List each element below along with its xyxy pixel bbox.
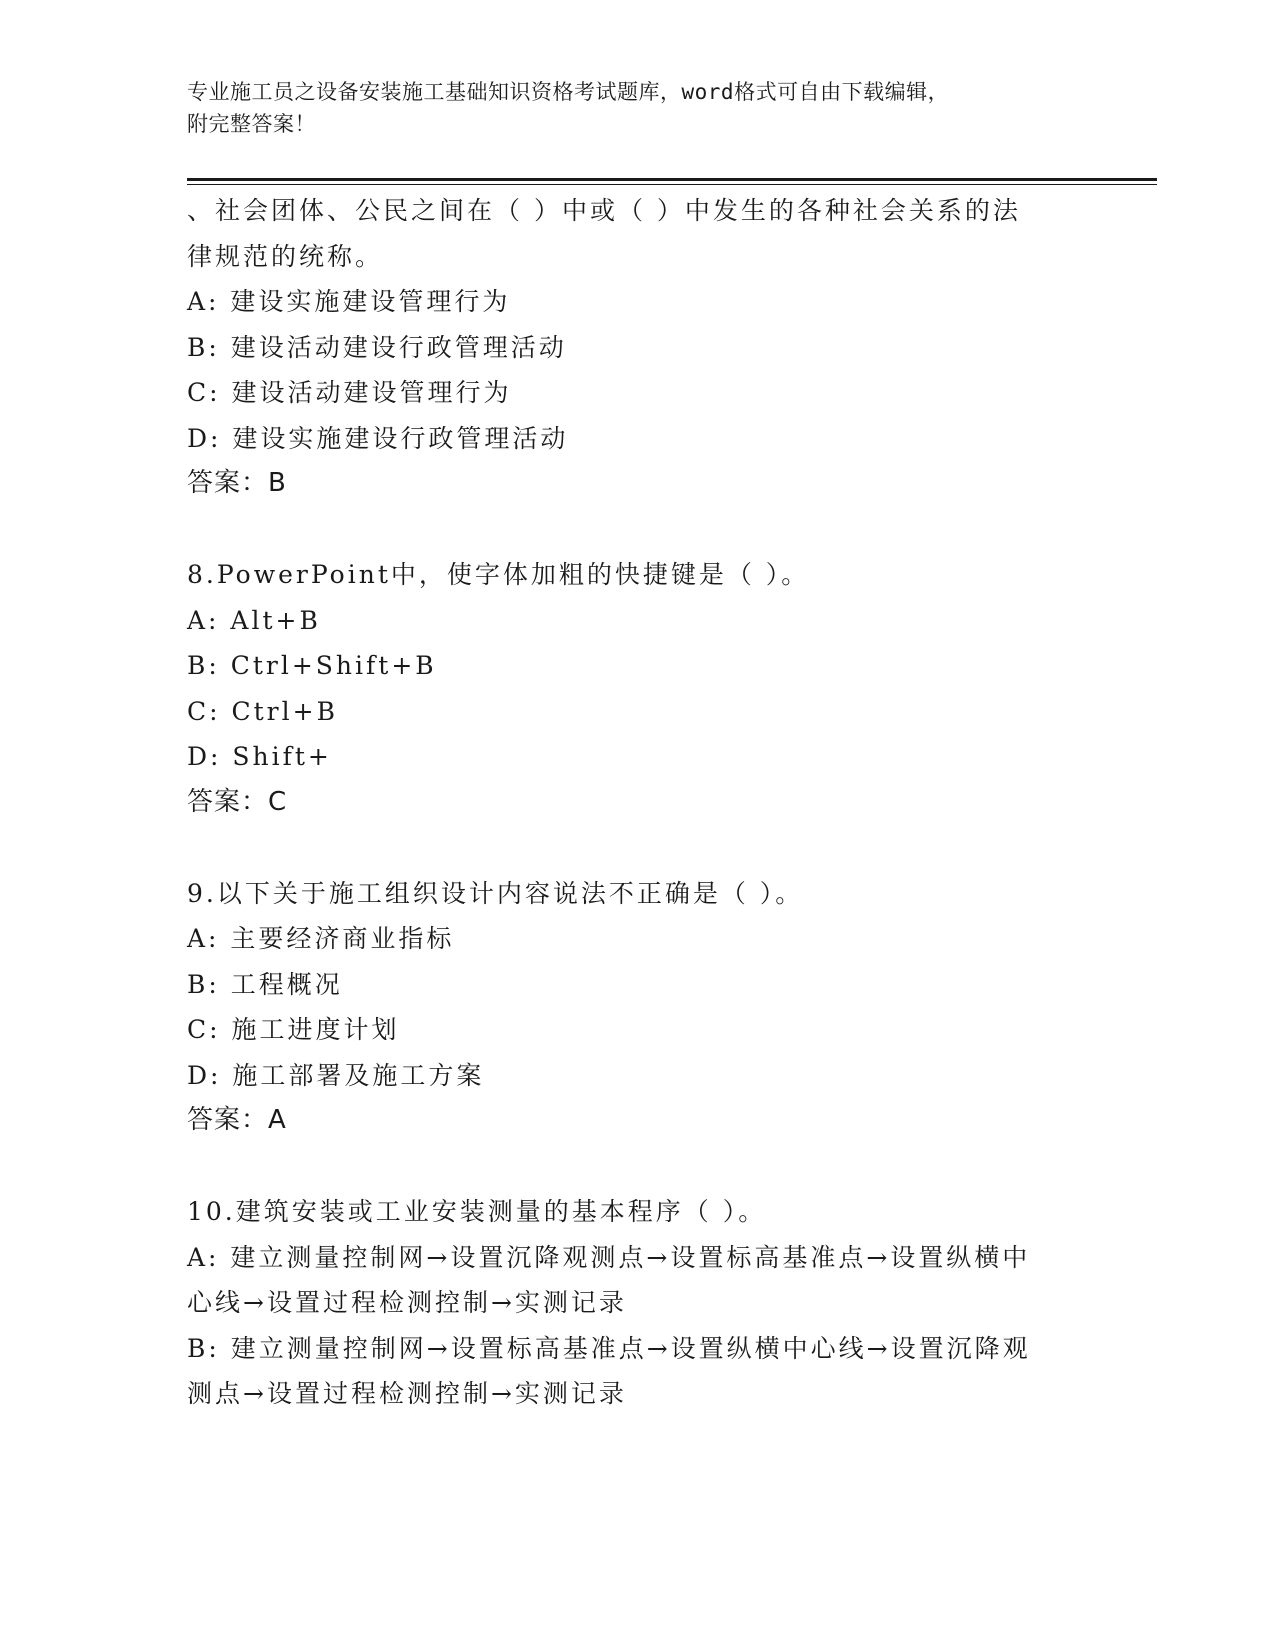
header-divider-thin [187, 184, 1157, 185]
option-a: A: 建设实施建设管理行为 [187, 287, 511, 316]
option-c: C: 建设活动建设管理行为 [187, 378, 512, 407]
option-d: D: 建设实施建设行政管理活动 [187, 423, 569, 453]
option-a: A: Alt+B [187, 605, 321, 635]
option-b-continued: 测点→设置过程检测控制→实测记录 [187, 1379, 627, 1408]
option-d: D: Shift+ [187, 742, 332, 771]
question-stem: 、社会团体、公民之间在（ ）中或（ ）中发生的各种社会关系的法 [187, 196, 1021, 225]
spacer [187, 825, 1087, 871]
option-b: B: 建设活动建设行政管理活动 [187, 332, 567, 362]
question-7 [187, 188, 1087, 507]
option-b: B: 建立测量控制网→设置标高基准点→设置纵横中心线→设置沉降观 [187, 1333, 1031, 1363]
answer-line: 答案：A [187, 1105, 287, 1135]
document-header [187, 76, 1067, 140]
option-a-continued: 心线→设置过程检测控制→实测记录 [187, 1288, 627, 1317]
question-stem: 8.PowerPoint中，使字体加粗的快捷键是（ ）。 [187, 560, 810, 589]
question-8 [187, 552, 1087, 825]
option-c: C: Ctrl+B [187, 696, 338, 726]
header-line-2: 附完整答案！ [187, 112, 316, 136]
option-b: B: Ctrl+Shift+B [187, 651, 437, 680]
question-stem: 9.以下关于施工组织设计内容说法不正确是（ ）。 [187, 878, 804, 908]
question-9 [187, 871, 1087, 1144]
spacer [187, 1144, 1087, 1190]
option-c: C: 施工进度计划 [187, 1015, 400, 1044]
option-b: B: 工程概况 [187, 969, 343, 999]
header-line-1: 专业施工员之设备安装施工基础知识资格考试题库，word格式可自由下载编辑， [187, 80, 950, 104]
option-d: D: 施工部署及施工方案 [187, 1060, 485, 1090]
answer-line: 答案：C [187, 786, 288, 817]
question-list [187, 188, 1087, 1417]
option-a: A: 建立测量控制网→设置沉降观测点→设置标高基准点→设置纵横中 [187, 1242, 1031, 1272]
answer-line: 答案：B [187, 468, 287, 498]
question-stem: 10.建筑安装或工业安装测量的基本程序（ ）。 [187, 1197, 767, 1226]
option-a: A: 主要经济商业指标 [187, 924, 455, 953]
question-10 [187, 1189, 1087, 1417]
spacer [187, 507, 1087, 553]
header-divider-thick [187, 178, 1157, 181]
question-stem: 律规范的统称。 [187, 241, 384, 271]
